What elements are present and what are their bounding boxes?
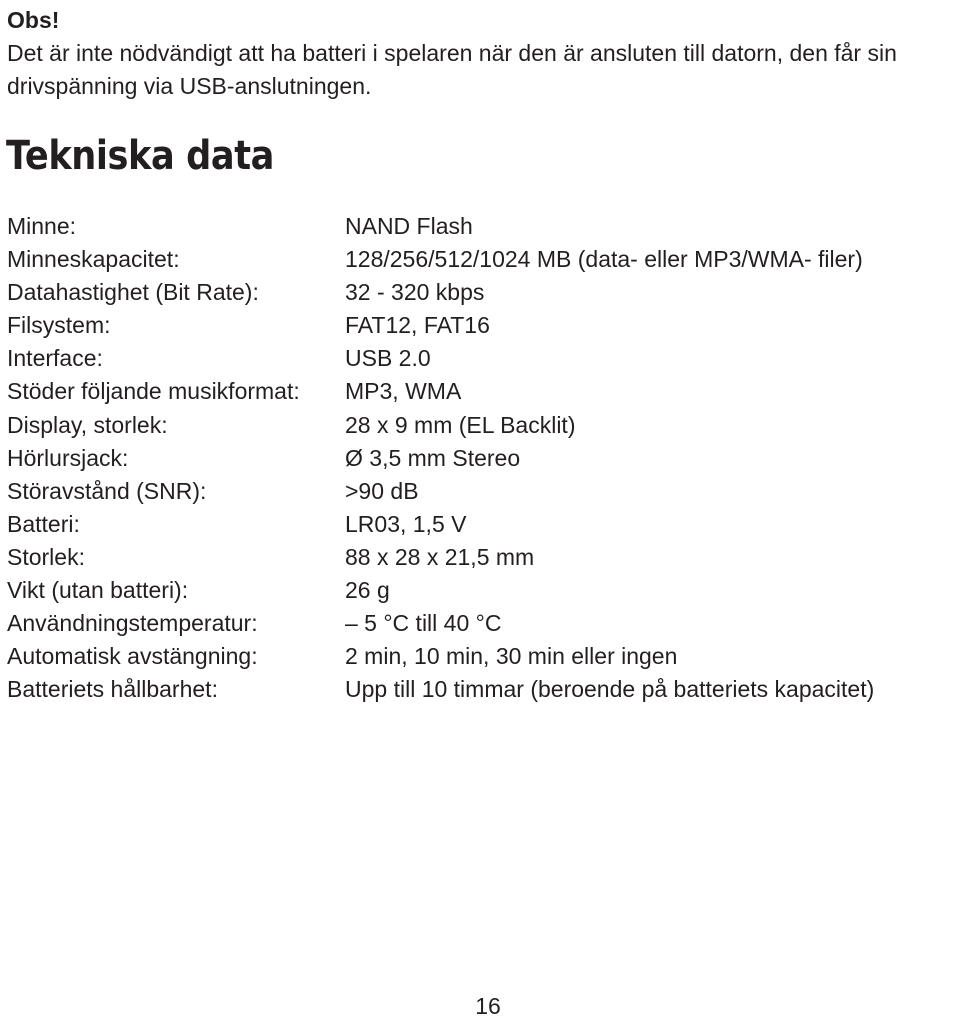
spec-row-headphone-jack xyxy=(7,442,957,475)
spec-row-display-size xyxy=(7,409,957,442)
spec-label: Storlek: xyxy=(7,543,85,570)
spec-value: FAT12, FAT16 xyxy=(345,312,490,339)
spec-row-music-formats xyxy=(7,375,957,408)
spec-value: 128/256/512/1024 MB (data- eller MP3/WMA- filer) xyxy=(345,246,863,273)
spec-value: USB 2.0 xyxy=(345,345,431,372)
spec-row-battery-life xyxy=(7,673,957,706)
spec-label: Automatisk avstängning: xyxy=(7,643,258,670)
spec-row-file-system xyxy=(7,309,957,342)
spec-label: Störavstånd (SNR): xyxy=(7,477,207,504)
spec-label: Filsystem: xyxy=(7,312,111,339)
spec-row-memory-capacity xyxy=(7,243,957,276)
spec-value: 26 g xyxy=(345,577,390,604)
spec-label: Användningstemperatur: xyxy=(7,610,258,637)
spec-label: Batteri: xyxy=(7,510,80,537)
spec-value: 32 - 320 kbps xyxy=(345,279,485,306)
spec-label: Batteriets hållbarhet: xyxy=(7,676,218,703)
note-block xyxy=(7,4,952,103)
spec-label: Hörlursjack: xyxy=(7,444,129,471)
spec-value: 2 min, 10 min, 30 min eller ingen xyxy=(345,643,678,670)
section-heading: Tekniska data xyxy=(6,133,274,179)
spec-row-interface xyxy=(7,342,957,375)
spec-value: 28 x 9 mm (EL Backlit) xyxy=(345,411,576,438)
note-title: Obs! xyxy=(7,7,60,33)
spec-label: Minneskapacitet: xyxy=(7,246,180,273)
spec-value: MP3, WMA xyxy=(345,378,462,405)
spec-row-memory xyxy=(7,210,957,243)
spec-row-battery xyxy=(7,508,957,541)
spec-value: 88 x 28 x 21,5 mm xyxy=(345,543,535,570)
spec-label: Display, storlek: xyxy=(7,411,168,438)
spec-row-weight xyxy=(7,574,957,607)
spec-row-snr xyxy=(7,475,957,508)
spec-value: – 5 °C till 40 °C xyxy=(345,610,502,637)
spec-label: Interface: xyxy=(7,345,103,372)
spec-value: Upp till 10 timmar (beroende på batteriets kapacitet) xyxy=(345,676,875,703)
spec-value: NAND Flash xyxy=(345,213,473,239)
spec-row-auto-shutoff xyxy=(7,640,957,673)
spec-label: Vikt (utan batteri): xyxy=(7,577,189,604)
spec-row-operating-temperature xyxy=(7,607,957,640)
spec-row-size xyxy=(7,541,957,574)
spec-list xyxy=(7,210,957,706)
spec-label: Minne: xyxy=(7,213,77,239)
note-body: Det är inte nödvändigt att ha batteri i spelaren när den är ansluten till datorn, den får sin drivspänning via USB-anslutningen. xyxy=(7,40,897,99)
spec-value: >90 dB xyxy=(345,477,419,504)
spec-value: LR03, 1,5 V xyxy=(345,510,467,537)
spec-label: Datahastighet (Bit Rate): xyxy=(7,279,259,306)
page-number: 16 xyxy=(475,993,501,1019)
spec-value: Ø 3,5 mm Stereo xyxy=(345,444,521,471)
spec-row-bit-rate xyxy=(7,276,957,309)
spec-label: Stöder följande musikformat: xyxy=(7,378,300,405)
